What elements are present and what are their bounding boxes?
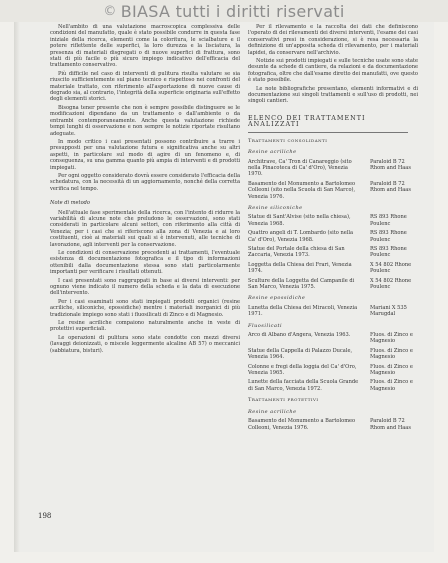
treatment-entry — [248, 181, 418, 200]
treatment-entry-description: Architrave, Ca' Tron di Canareggio (sito nella Pinacoteca di Ca' d'Oro), Venezia 1970. — [248, 158, 352, 178]
treatment-list — [248, 138, 418, 431]
treatment-subgroup-title: Resine acriliche — [248, 149, 297, 156]
treatment-entry-description: Statue del Portale della chiesa di San Zaccaria, Venezia 1973. — [248, 245, 345, 259]
treatment-entry-product: X 54 802 Rhone Poulenc — [370, 277, 412, 290]
treatment-subgroup-title: Resine epossidiche — [248, 295, 306, 302]
left-paragraphs-methods — [50, 210, 240, 355]
treatment-entry-product: Paraloid B 72 Rhom and Haas — [370, 180, 411, 194]
watermark-banner — [0, 0, 448, 22]
paragraph: Nell'attuale fase sperimentale della ricerca, con l'intento di ridurre la variabilità di alcune note che preludono le osservazioni, sono stati considerati in particolare alcuni settori, con riferimento alla città di Venezia; per i casi che si riferiscono alla zona di Venezia e ai loro costituenti, cioè ai materiali sui quali si è intervenuti, alle tecniche di lavorazione, agli interventi per la conservazione. — [50, 209, 240, 248]
treatment-subgroup-title: Resine siliconiche — [248, 204, 303, 211]
section-rule — [248, 132, 408, 133]
page-number: 198 — [38, 512, 52, 520]
paragraph: Bisogna tener presente che non è sempre possibile distinguere se le modificazioni dipendano da un trattamento o dall'ambiente o da entrambi contemporaneamente. Anche questa valutazione richiede tempi lunghi di osservazione e non sempre le notizie riportate risultano adeguate. — [50, 104, 240, 137]
treatment-entry — [248, 262, 418, 275]
treatment-subgroup-title: Fluosilicati — [248, 322, 283, 329]
left-column — [50, 24, 240, 356]
right-paragraphs — [248, 24, 418, 105]
paragraph: Le condizioni di conservazione precedenti ai trattamenti, l'eventuale esistenza di documentazione fotografica e il tipo di informazioni ottenibili dalla documentazione stessa sono stati particolarmente importanti per verificare i risultati ottenuti. — [50, 250, 240, 276]
treatment-entry-product: RS 893 Rhone Poulenc — [370, 245, 407, 259]
treatment-entry — [248, 214, 418, 227]
paragraph: Le resine acriliche compaiono naturalmente anche in veste di protettivi superficiali. — [50, 320, 240, 333]
treatment-entry — [248, 364, 418, 377]
treatment-entry-product: Mariani X 535 Marugdal — [370, 304, 407, 318]
treatment-entry-product: Paraloid B 72 Rhom and Haas — [370, 418, 411, 431]
treatment-entry — [248, 332, 418, 345]
paragraph: I casi presentati sono raggruppati in base ai diversi interventi: per ognuno viene indicato il numero della scheda e la data di esecuzione dell'intervento. — [50, 277, 240, 297]
treatment-entry-description: Statue di Sant'Alvise (sito nella chiesa), Venezia 1968. — [248, 214, 351, 227]
treatment-subgroup-title: Resine acriliche — [248, 408, 297, 415]
treatment-entry-product: Fluos. di Zinco e Magnesio — [370, 347, 413, 361]
left-paragraphs — [50, 24, 240, 192]
page-binding-shadow — [14, 22, 20, 552]
right-column — [248, 24, 418, 434]
paragraph: Notizie sui prodotti impiegati e sulle tecniche usate sono state desunte da schede di cantiere, da relazioni e da documentazione fotografica, oltre che dall'esame diretto dei manufatti, ove questo è stato possibile. — [248, 58, 418, 84]
section-title: ELENCO DEI TRATTAMENTI ANALIZZATI — [248, 113, 366, 129]
treatment-entry-product: Fluos. di Zinco e Magnesio — [370, 379, 413, 392]
treatment-entry-description: Lunetta della Chiesa dei Miracoli, Venezia 1971. — [248, 304, 358, 318]
paragraph: Per il rilevamento e la raccolta dei dati che definiscono l'operato di dei rilevamenti dei diversi interventi, l'esame dei casi conservativi presi in considerazione, si è resa necessaria la definizione di un'apposita scheda di rilevamento, per i materiali lapidei, da conservare nell'archivio. — [248, 24, 418, 56]
treatment-entry-description: Statue della Cappella di Palazzo Ducale, Venezia 1964. — [248, 347, 353, 361]
treatment-entry-product: Fluos. di Zinco e Magnesio — [370, 363, 413, 377]
treatment-entry-description: Quattro angeli di T. Lombardo (sito nella Ca' d'Oro), Venezia 1968. — [248, 230, 354, 243]
treatment-entry — [248, 246, 418, 259]
treatment-entry — [248, 159, 418, 178]
paragraph: Nell'ambito di una valutazione macroscopica complessiva delle condizioni del manufatto, quale è stato possibile condurre in questa fase iniziale della ricerca, elementi come la coloritura, le scialbature e il potere riflettente delle superfici, la loro durezza e la lisciatura, la presenza di materiali disgregati o di nuove superfici di frattura, sono stati di più facile o più sicuro impiego indicativo dell'efficacia del trattamento conservativo. — [50, 24, 240, 69]
treatment-entry-description: Sculture della Loggetta del Campanile di San Marco, Venezia 1975. — [248, 277, 355, 290]
treatment-entry-product: Fluos. di Zinco e Magnesio — [370, 332, 413, 345]
treatment-entry-product: X 54 802 Rhone Poulenc — [370, 261, 412, 275]
treatment-group-title: Trattamenti protettivi — [248, 397, 319, 404]
treatment-entry-product: Paraloid B 72 Rhom and Haas — [370, 158, 411, 171]
treatment-entry-description: Colonne e fregi della loggia del Ca' d'Oro, Venezia 1965. — [248, 363, 357, 377]
treatment-entry-description: Arco di Albano d'Angera, Venezia 1963. — [248, 332, 351, 339]
paragraph: Le note bibliografiche presentano, elementi informativi e di documentazione sui singoli trattamenti e sull'uso di prodotti, nei singoli cantieri. — [248, 85, 418, 105]
treatment-group-title: Trattamenti consolidanti — [248, 137, 328, 144]
watermark-text: BIASA tutti i diritti riservati — [120, 1, 345, 21]
method-subheading: Note di metodo — [50, 200, 90, 207]
treatment-entry — [248, 230, 418, 243]
treatment-entry-product: RS 893 Rhone Poulenc — [370, 214, 407, 227]
paragraph: Più difficile nel caso di interventi di pulitura risulta valutare se sia riuscito sufficientemente sul piano tecnico e rispettoso nei confronti del materiale trattato, con riferimento all'asportazione di nuove cause di degrado sia, al contrario, l'integrità della superficie originaria sull'effetto degli elementi storici. — [50, 70, 240, 103]
paragraph: Per ogni oggetto considerato dovrà essere considerato l'efficacia della schedatura, con la necessità di un aggiornamento, nonché della corretta verifica nel tempo. — [50, 172, 240, 192]
paragraph: In modo critico i casi presentati possono contribuire a trarre i presupposti per una valutazione futura e significativa anche su altri aspetti, in particolare sul modo di agire di un fenomeno e, di conseguenza, su una gamma quanto più ampia di interventi e di prodotti impiegati. — [50, 138, 240, 171]
treatment-entry-description: Basamento del Monumento a Bartolomeo Colleoni, Venezia 1976. — [248, 418, 356, 431]
treatment-entry — [248, 278, 418, 291]
treatment-entry-description: Loggetta della Chiesa dei Frari, Venezia 1974. — [248, 261, 352, 275]
treatment-entry — [248, 418, 418, 431]
treatment-entry-product: RS 893 Rhone Poulenc — [370, 230, 407, 243]
treatment-entry-description: Lunette della facciata della Scuola Grande di San Marco, Venezia 1972. — [248, 379, 359, 392]
paragraph: Per i casi esaminati sono stati impiegati prodotti organici (resine acriliche, siliconiche, epossidiche) mentre i materiali inorganici di più tradizionale impiego sono stati i fluosilicati di Zinco e di Magnesio. — [50, 298, 240, 318]
copyright-mark: © — [103, 3, 117, 19]
treatment-entry — [248, 379, 418, 392]
treatment-entry — [248, 348, 418, 361]
treatment-entry — [248, 305, 418, 318]
treatment-entry-description: Basamento del Monumento a Bartolomeo Colleoni (sito nella Scuola di San Marco), Venezia 1976. — [248, 180, 356, 200]
paragraph: Le operazioni di pulitura sono state condotte con mezzi diversi (lavaggi deionizzati, o miscele leggermente alcaline AB 57) o meccanici (sabbiatura, bisturi). — [50, 334, 240, 354]
